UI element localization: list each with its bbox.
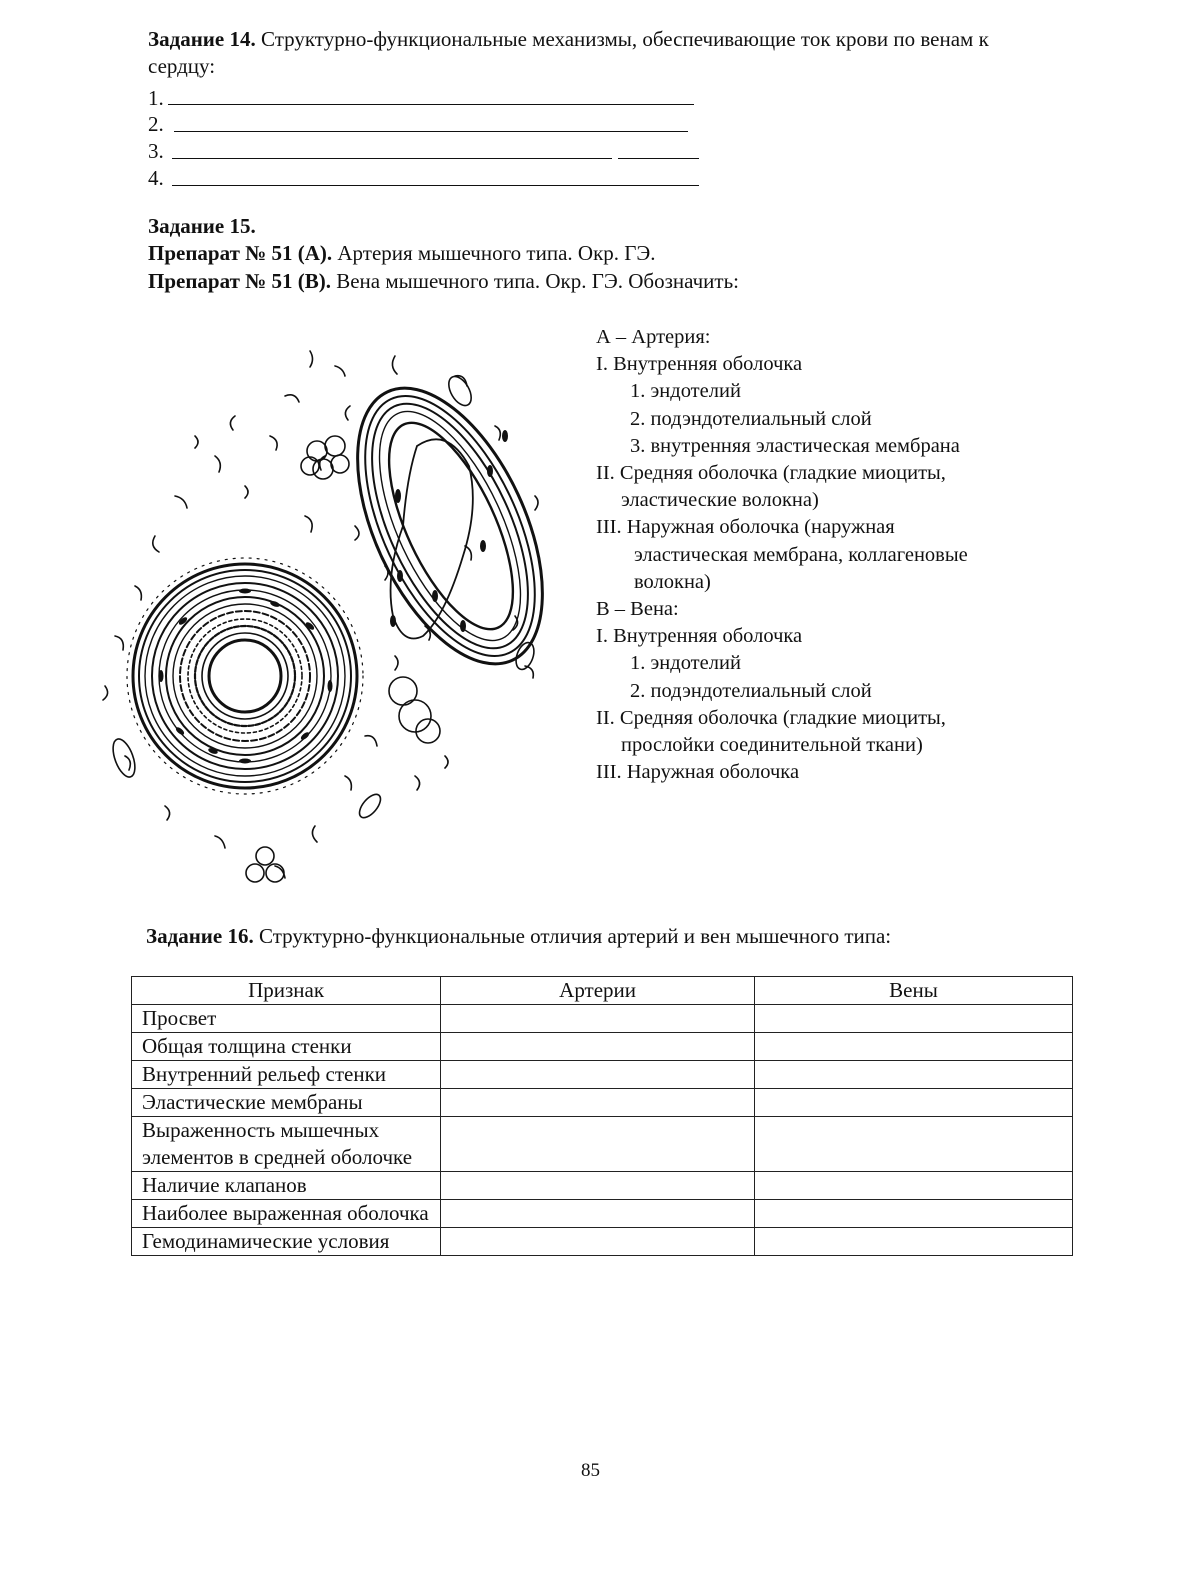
prep-b-label: Препарат № 51 (В).	[148, 269, 331, 293]
veins-answer-cell[interactable]	[755, 1200, 1073, 1228]
table-header-row	[132, 977, 1073, 1005]
table-row	[132, 1061, 1073, 1089]
arteries-answer-cell[interactable]	[441, 1172, 755, 1200]
prep-a-text: Артерия мышечного типа. Окр. ГЭ.	[332, 241, 656, 265]
answer-number: 1.	[148, 86, 164, 110]
answer-row-1	[148, 86, 170, 112]
arteries-answer-cell[interactable]	[441, 1005, 755, 1033]
legend-artery-outer-coat: III. Наружная оболочка (наружная	[596, 516, 895, 539]
legend-artery-internal-elastic: 3. внутренняя эластическая мембрана	[630, 434, 960, 457]
task16-text: Структурно-функциональные отличия артерий и вен мышечного типа:	[253, 924, 892, 948]
arteries-answer-cell[interactable]	[441, 1089, 755, 1117]
row-feature-label: Внутренний рельеф стенки	[132, 1061, 441, 1089]
task14-text: Структурно-функциональные механизмы, обеспечивающие ток крови по венам к сердцу:	[148, 27, 989, 78]
task14-label: Задание 14.	[148, 27, 256, 51]
answer-line-3a[interactable]	[172, 158, 612, 159]
row-feature-label: Наличие клапанов	[132, 1172, 441, 1200]
veins-answer-cell[interactable]	[755, 1089, 1073, 1117]
task16-heading	[146, 924, 891, 949]
legend-vein-inner-coat: I. Внутренняя оболочка	[596, 625, 803, 648]
prep-a-label: Препарат № 51 (А).	[148, 241, 333, 265]
header-arteries: Артерии	[441, 977, 755, 1005]
answer-line-4[interactable]	[172, 185, 699, 186]
answer-row-3	[148, 139, 170, 165]
table-row	[132, 1228, 1073, 1256]
table-row	[132, 1117, 1073, 1172]
table-row	[132, 1033, 1073, 1061]
row-feature-label: Гемодинамические условия	[132, 1228, 441, 1256]
table-row	[132, 1172, 1073, 1200]
prep-b-text: Вена мышечного типа. Окр. ГЭ. Обозначить:	[330, 269, 739, 293]
prep-b-caption	[148, 269, 739, 294]
row-feature-label: Выраженность мышечных элементов в средней оболочке	[132, 1117, 441, 1172]
task15-heading: Задание 15.	[148, 214, 256, 238]
legend-artery-middle-coat: II. Средняя оболочка (гладкие миоциты,	[596, 462, 946, 485]
veins-answer-cell[interactable]	[755, 1117, 1073, 1172]
artery-vein-drawing	[95, 336, 565, 896]
answer-number: 2.	[148, 112, 164, 136]
page-number: 85	[581, 1460, 600, 1481]
arteries-answer-cell[interactable]	[441, 1033, 755, 1061]
arteries-answer-cell[interactable]	[441, 1061, 755, 1089]
legend-artery-outer-coat-cont: эластическая мембрана, коллагеновые	[634, 543, 968, 566]
figure-legend	[596, 324, 1066, 786]
header-veins: Вены	[755, 977, 1073, 1005]
arteries-answer-cell[interactable]	[441, 1117, 755, 1172]
arteries-answer-cell[interactable]	[441, 1200, 755, 1228]
table-row	[132, 1200, 1073, 1228]
comparison-table	[131, 976, 1073, 1256]
legend-vein-middle-coat-cont: прослойки соединительной ткани)	[621, 734, 923, 757]
veins-answer-cell[interactable]	[755, 1033, 1073, 1061]
connective-tissue-fibers	[103, 351, 538, 878]
row-feature-label: Просвет	[132, 1005, 441, 1033]
legend-vein-middle-coat: II. Средняя оболочка (гладкие миоциты,	[596, 706, 946, 729]
row-feature-label: Общая толщина стенки	[132, 1033, 441, 1061]
legend-artery-subendothelial: 2. подэндотелиальный слой	[630, 407, 872, 430]
arteries-answer-cell[interactable]	[441, 1228, 755, 1256]
legend-vein-endothelium: 1. эндотелий	[630, 652, 741, 675]
legend-artery-inner-coat: I. Внутренняя оболочка	[596, 353, 803, 376]
table-row	[132, 1005, 1073, 1033]
table-row	[132, 1089, 1073, 1117]
legend-vein-subendothelial: 2. подэндотелиальный слой	[630, 679, 872, 702]
legend-artery-header: А – Артерия:	[596, 326, 711, 348]
answer-number: 4.	[148, 166, 164, 190]
row-feature-label: Наиболее выраженная оболочка	[132, 1200, 441, 1228]
prep-a-caption	[148, 241, 656, 266]
answer-line-3b[interactable]	[618, 158, 699, 159]
answer-row-4	[148, 166, 170, 192]
veins-answer-cell[interactable]	[755, 1005, 1073, 1033]
answer-number: 3.	[148, 139, 164, 163]
legend-vein-outer-coat: III. Наружная оболочка	[596, 761, 800, 784]
veins-answer-cell[interactable]	[755, 1172, 1073, 1200]
row-feature-label: Эластические мембраны	[132, 1089, 441, 1117]
legend-artery-outer-coat-cont2: волокна)	[634, 570, 711, 593]
legend-artery-endothelium: 1. эндотелий	[630, 380, 741, 403]
answer-row-2	[148, 112, 170, 138]
legend-artery-middle-coat-cont: эластические волокна)	[621, 489, 819, 512]
veins-answer-cell[interactable]	[755, 1061, 1073, 1089]
task14-heading	[148, 26, 1028, 80]
legend-vein-header: В – Вена:	[596, 598, 679, 621]
task16-label: Задание 16.	[146, 924, 254, 948]
answer-line-2[interactable]	[174, 131, 688, 132]
header-feature: Признак	[132, 977, 441, 1005]
answer-line-1[interactable]	[168, 104, 694, 105]
veins-answer-cell[interactable]	[755, 1228, 1073, 1256]
